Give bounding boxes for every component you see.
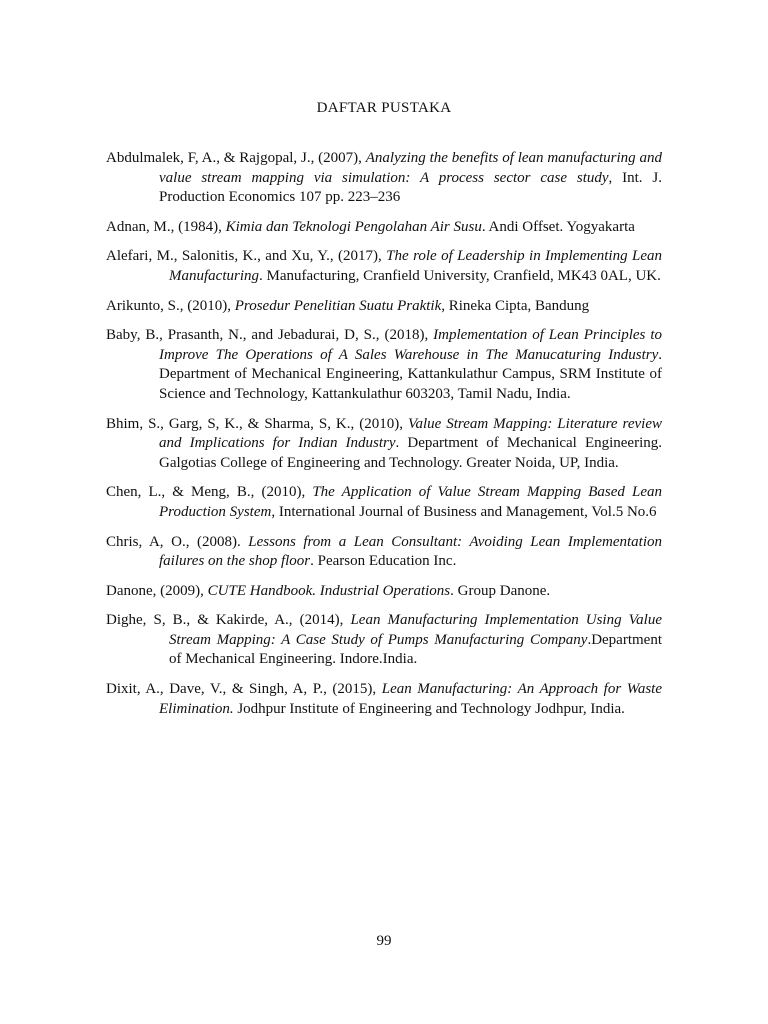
reference-item	[106, 247, 662, 286]
reference-item	[106, 149, 662, 208]
reference-authors: Alefari, M., Salonitis, K., and Xu, Y., (2017),	[106, 248, 387, 265]
reference-title: Implementation of Lean Principles to Improve The Operations of A Sales Warehouse in The Manucaturing Industry	[159, 327, 662, 363]
reference-authors: Arikunto, S., (2010),	[106, 297, 235, 314]
reference-list	[106, 149, 662, 729]
reference-title: Value Stream Mapping: Literature review and Implications for Indian Industry	[159, 415, 662, 452]
reference-title: Kimia dan Teknologi Pengolahan Air Susu	[225, 218, 482, 235]
reference-item	[106, 297, 662, 317]
page-title: DAFTAR PUSTAKA	[316, 100, 452, 116]
reference-authors: Chen, L., & Meng, B., (2010),	[106, 484, 313, 501]
reference-source: Jodhpur Institute of Engineering and Technology Jodhpur, India.	[233, 700, 625, 717]
reference-source: , International Journal of Business and Management, Vol.5 No.6	[271, 503, 657, 520]
reference-title: Lessons from a Lean Consultant: Avoiding Lean Implementation failures on the shop floor	[159, 533, 662, 570]
reference-item	[106, 326, 662, 404]
reference-source: . Pearson Education Inc.	[310, 553, 457, 570]
reference-authors: Bhim, S., Garg, S, K., & Sharma, S, K., (2010),	[106, 415, 408, 432]
reference-title: CUTE Handbook. Industrial Operations	[207, 582, 451, 599]
reference-authors: Abdulmalek, F, A., & Rajgopal, J., (2007),	[106, 150, 366, 166]
reference-source: . Department of Mechanical Engineering, Kattankulathur Campus, SRM Institute of Science and Technology, Kattankulathur 603203, Tamil Nadu, India.	[159, 346, 662, 402]
reference-authors: Danone, (2009),	[106, 582, 208, 599]
reference-authors: Baby, B., Prasanth, N., and Jebadurai, D, S., (2018),	[106, 327, 434, 344]
reference-item	[106, 582, 662, 602]
reference-title: The Application of Value Stream Mapping Based Lean Production System	[159, 484, 662, 520]
reference-authors: Chris, A, O., (2008).	[106, 533, 249, 550]
reference-title: Prosedur Penelitian Suatu Praktik,	[234, 297, 445, 314]
reference-authors: Adnan, M., (1984),	[106, 218, 226, 235]
reference-item	[106, 415, 662, 474]
reference-item	[106, 533, 662, 572]
reference-authors: Dighe, S, B., & Kakirde, A., (2014),	[106, 612, 351, 629]
reference-title: Analyzing the benefits of lean manufacturing and value stream mapping via simulation: A process sector case study	[159, 150, 663, 186]
reference-item	[106, 483, 662, 522]
reference-title: The role of Leadership in Implementing Lean Manufacturing	[169, 248, 662, 284]
reference-source: , Int. J. Production Economics 107 pp. 223–236	[159, 169, 662, 206]
reference-source: . Andi Offset. Yogyakarta	[481, 218, 635, 235]
reference-title: Lean Manufacturing Implementation Using Value Stream Mapping: A Case Study of Pumps Manufacturing Company	[169, 612, 662, 648]
reference-source: . Group Danone.	[450, 582, 551, 599]
reference-source: . Manufacturing, Cranfield University, Cranfield, MK43 0AL, UK.	[259, 267, 661, 284]
reference-item	[106, 611, 662, 670]
reference-source: Rineka Cipta, Bandung	[445, 297, 590, 314]
page-number: 99	[376, 933, 392, 949]
reference-source: .Department of Mechanical Engineering. Indore.India.	[169, 631, 662, 668]
reference-source: . Department of Mechanical Engineering. Galgotias College of Engineering and Technology. Greater Noida, UP, India.	[159, 435, 662, 471]
reference-item	[106, 680, 662, 719]
reference-item	[106, 218, 662, 238]
reference-authors: Dixit, A., Dave, V., & Singh, A, P., (2015),	[106, 681, 382, 698]
reference-title: Lean Manufacturing: An Approach for Waste Elimination.	[159, 681, 663, 717]
